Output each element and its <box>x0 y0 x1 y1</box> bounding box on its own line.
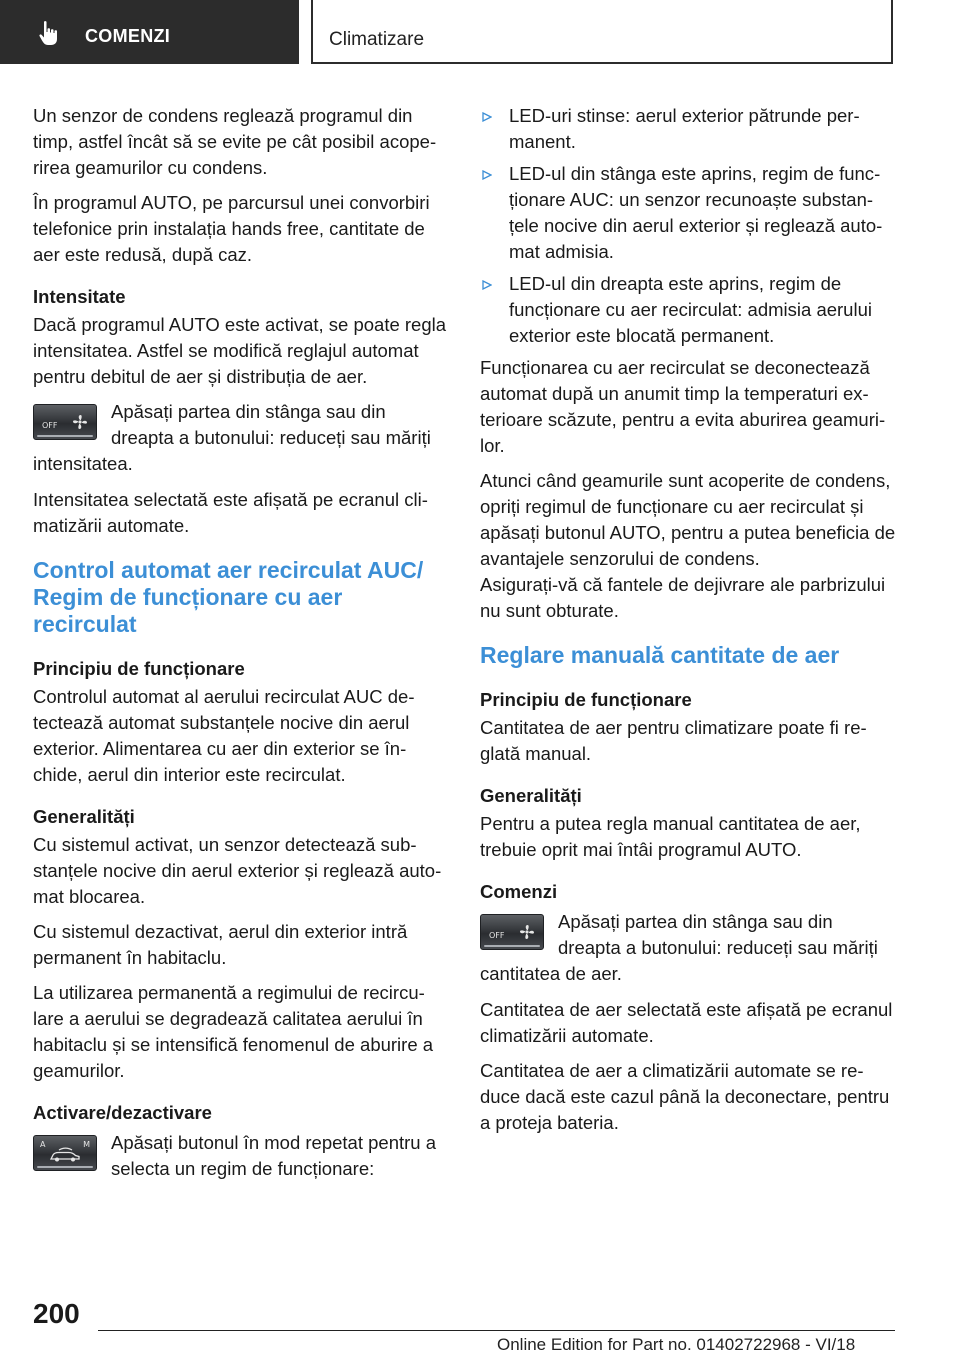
fan-icon <box>72 414 88 430</box>
paragraph: Pentru a putea regla manual cantitatea de aer, trebuie oprit mai întâi programul AUTO. <box>480 813 861 860</box>
paragraph: Funcționarea cu aer recirculat se deconectează automat după un anumit timp la temperaturi exterioare scăzute, pentru a evita aburirea geamurilor. <box>480 357 886 456</box>
button-instruction-text: Apăsați partea din stânga sau din dreapta a butonului: reduceți sau măriți cantitatea de aer. <box>480 911 878 984</box>
section-tab-label: COMENZI <box>85 26 171 46</box>
fan-icon <box>519 924 535 940</box>
paragraph: Intensitatea selectată este afișată pe ecranul climatizării automate. <box>33 489 428 536</box>
triangle-bullet-icon <box>482 170 492 180</box>
paragraph: Cantitatea de aer pentru climatizare poate fi reglată manual. <box>480 717 867 764</box>
air-quantity-button-image <box>480 914 544 950</box>
section-heading-reglare: Reglare manuală cantitate de aer <box>480 642 840 668</box>
list-item <box>480 271 896 349</box>
off-label: OFF <box>489 931 505 940</box>
footer-divider <box>98 1330 895 1331</box>
list-item-text: LED-ul din dreapta este aprins, regim de funcționare cu aer recirculat: admisia aerului exterior este blocată permanent. <box>509 273 872 346</box>
paragraph: Un senzor de condens reglează programul din timp, astfel încât să se evite pe cât posibil acoperirea geamurilor cu condens. <box>33 105 437 178</box>
paragraph: Dacă programul AUTO este activat, se poate regla intensitatea. Astfel se modifică reglajul automat pentru debitul de aer și distribuția de aer. <box>33 314 447 387</box>
left-column <box>33 103 449 1192</box>
edition-note: Online Edition for Part no. 01402722968 - VI/18 <box>497 1335 856 1354</box>
list-item-text: LED-ul din stânga este aprins, regim de funcționare AUC: un senzor recunoaște substanțele nocive din aerul exterior și reglează automat admisia. <box>509 163 883 262</box>
triangle-bullet-icon <box>482 280 492 290</box>
list-item-text: LED-uri stinse: aerul exterior pătrunde permanent. <box>509 105 860 152</box>
paragraph: Cantitatea de aer a climatizării automate se reduce dacă este cazul până la deconectare, pentru a proteja bateria. <box>480 1060 890 1133</box>
paragraph: Cu sistemul activat, un senzor detectează substanțele nocive din aerul exterior și reglează automat blocarea. <box>33 834 442 907</box>
subheading-generalitati: Generalități <box>480 785 582 806</box>
fan-intensity-button-image <box>33 404 97 440</box>
subheading-comenzi: Comenzi <box>480 881 558 902</box>
paragraph: Cantitatea de aer selectată este afișată pe ecranul climatizării automate. <box>480 999 893 1046</box>
subheading-activare: Activare/dezactivare <box>33 1102 212 1123</box>
auto-label: A <box>40 1140 46 1149</box>
button-instruction-text: Apăsați butonul în mod repetat pentru a selecta un regim de funcționare: <box>111 1132 436 1179</box>
paragraph: Cu sistemul dezactivat, aerul din exterior intră permanent în habitaclu. <box>33 921 408 968</box>
paragraph: Atunci când geamurile sunt acoperite de condens, opriți regimul de funcționare cu aer recirculat și apăsați butonul AUTO, pentru a putea beneficia de avantajele senzorului de condens. <box>480 470 896 569</box>
paragraph: Controlul automat al aerului recirculat AUC detectează automat substanțele nocive din aerul exterior. Alimentarea cu aer din exterior se închide, aerul din interior este recirculat. <box>33 686 415 785</box>
right-column <box>480 103 896 1145</box>
paragraph: La utilizarea permanentă a regimului de recirculare a aerului se degradează calitatea aerului în habitaclu și se intensifică fenomenul de aburire a geamurilor. <box>33 982 434 1081</box>
chapter-tab-label: Climatizare <box>329 29 425 50</box>
button-instruction-text: Apăsați partea din stânga sau din dreapta a butonului: reduceți sau măriți intensitatea. <box>33 401 431 474</box>
subheading-generalitati: Generalități <box>33 806 135 827</box>
chapter-tab <box>311 0 893 64</box>
paragraph: Asigurați-vă că fantele de dejivrare ale parbrizului nu sunt obturate. <box>480 574 886 621</box>
section-heading-auc: Control automat aer recirculat AUC/ Regim de funcționare cu aer recirculat <box>33 557 424 637</box>
subheading-intensitate: Intensitate <box>33 286 126 307</box>
section-tab <box>0 0 299 64</box>
paragraph: În programul AUTO, pe parcursul unei convorbiri telefonice prin instalația hands free, cantitate de aer este redusă, după caz. <box>33 192 430 265</box>
off-label: OFF <box>42 421 58 430</box>
subheading-principiu: Principiu de funcționare <box>480 689 692 710</box>
button-instruction <box>33 399 449 477</box>
led-status-list <box>480 103 896 349</box>
list-item <box>480 103 896 155</box>
list-item <box>480 161 896 265</box>
triangle-bullet-icon <box>482 112 492 122</box>
button-instruction <box>33 1130 449 1182</box>
subheading-principiu: Principiu de funcționare <box>33 658 245 679</box>
car-recirculation-icon <box>48 1147 82 1163</box>
page-number: 200 <box>33 1298 80 1329</box>
button-instruction <box>480 909 896 987</box>
manual-label: M <box>83 1140 90 1149</box>
recirculation-button-image <box>33 1135 97 1171</box>
page-header <box>0 0 960 66</box>
pointing-hand-icon <box>38 20 62 46</box>
